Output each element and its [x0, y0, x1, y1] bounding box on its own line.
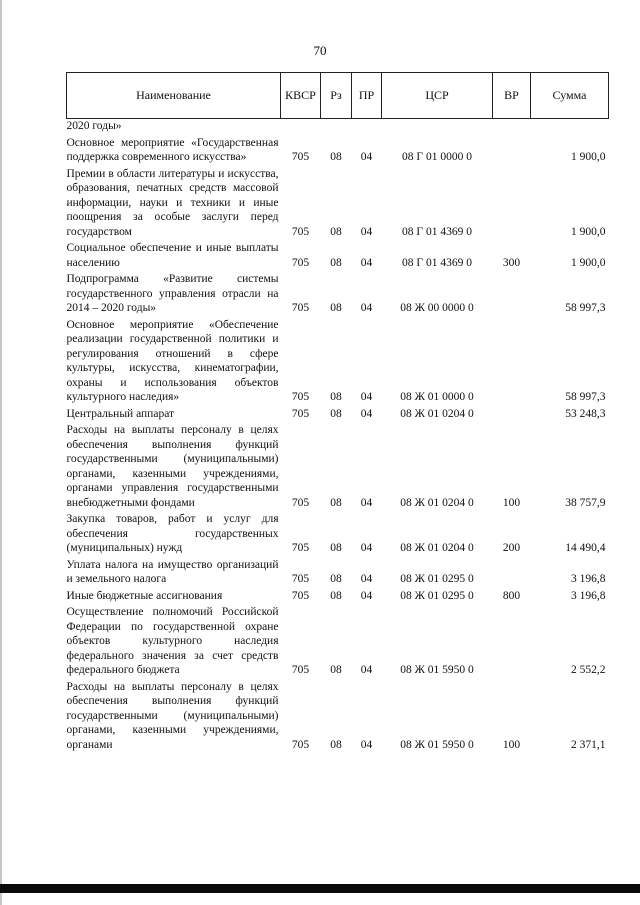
header-rz: Рз: [321, 73, 352, 119]
cell-vr: 100: [502, 496, 521, 509]
scan-edge: [0, 0, 2, 905]
cell-vr: 200: [502, 542, 521, 554]
header-pr: ПР: [352, 73, 382, 119]
cell-name: Иные бюджетные ассигнования: [66, 589, 223, 602]
cell-name: Осуществление полномочий Российской Федерации по государственной охране объектов культурного наследия федерального значения за счет средств федерального бюджета: [66, 606, 279, 676]
cell-csr: 08 Г 01 4369 0: [402, 256, 472, 269]
cell-sum: 3 196,8: [571, 573, 606, 585]
scan-bottom-bar: [0, 884, 640, 893]
cell-csr: 08 Ж 01 0204 0: [400, 407, 474, 420]
cell-rz: 08: [330, 225, 342, 238]
cell-vr: [493, 407, 531, 424]
cell-sum: 2 371,1: [571, 738, 606, 751]
header-name: Наименование: [67, 73, 281, 119]
table-row: [67, 512, 609, 558]
cell-kvsr: [281, 119, 321, 136]
cell-kvsr: 705: [291, 302, 310, 314]
cell-csr: 08 Ж 01 0204 0: [400, 496, 474, 509]
cell-name: Социальное обеспечение и иные выплаты населению: [66, 242, 279, 269]
cell-rz: 08: [330, 256, 342, 269]
cell-pr: 04: [360, 589, 373, 602]
cell-name: Уплата налога на имущество организаций и земельного налога: [66, 558, 279, 585]
table-row: [67, 423, 609, 512]
cell-kvsr: 705: [291, 407, 310, 420]
cell-name: Подпрограмма «Развитие системы государственного управления отрасли на 2014 – 2020 годы»: [66, 273, 279, 314]
cell-pr: 04: [360, 225, 373, 238]
cell-csr: 08 Ж 01 0000 0: [400, 391, 474, 403]
header-csr: ЦСР: [382, 73, 493, 119]
cell-name: Расходы на выплаты персоналу в целях обеспечения выполнения функций государственными (муниципальными) органами, казенными учреждениями, органами управления государственными внебюджетными фондами: [66, 424, 279, 509]
table-row: [67, 605, 609, 680]
table-header: [67, 73, 609, 119]
table-row: [67, 680, 609, 755]
cell-kvsr: 705: [291, 589, 310, 602]
cell-rz: 08: [330, 542, 342, 554]
cell-sum: 14 490,4: [565, 542, 606, 554]
cell-csr: 08 Ж 01 5950 0: [400, 738, 474, 751]
cell-sum: 58 997,3: [565, 391, 606, 403]
cell-csr: 08 Ж 01 0295 0: [400, 589, 474, 602]
cell-kvsr: 705: [291, 391, 310, 403]
table-body: [67, 119, 609, 755]
cell-vr: 100: [502, 738, 521, 751]
cell-pr: 04: [360, 738, 373, 751]
cell-name: Премии в области литературы и искусства, образования, печатных средств массовой информации, науки и техники и иные поощрения за особые заслуги перед государством: [66, 167, 279, 238]
cell-rz: 08: [330, 589, 342, 602]
cell-name: Расходы на выплаты персоналу в целях обеспечения выполнения функций государственными (муниципальными) органами, казенными учреждениями, органами: [66, 680, 279, 751]
cell-vr: [493, 605, 531, 680]
cell-vr: [493, 136, 531, 167]
cell-csr: 08 Ж 01 5950 0: [400, 664, 474, 676]
budget-table: [66, 72, 609, 754]
cell-name: 2020 годы»: [66, 120, 122, 132]
cell-rz: 08: [330, 407, 342, 420]
header-kvsr: КВСР: [281, 73, 321, 119]
cell-rz: 08: [330, 302, 342, 314]
cell-name: Основное мероприятие «Обеспечение реализации государственной политики и регулирования отношений в сфере культуры, искусства, кинематографии, охраны и использования объектов культурного наследия»: [66, 318, 279, 403]
cell-kvsr: 705: [291, 256, 310, 269]
table-row: [67, 589, 609, 606]
table-row: [67, 136, 609, 167]
cell-kvsr: 705: [291, 496, 310, 509]
table-row: [67, 407, 609, 424]
cell-csr: 08 Г 01 0000 0: [402, 151, 472, 163]
cell-sum: 1 900,0: [571, 151, 606, 163]
cell-vr: 800: [502, 589, 521, 602]
cell-kvsr: 705: [291, 664, 310, 676]
cell-sum: 3 196,8: [571, 589, 606, 602]
cell-pr: 04: [360, 496, 373, 509]
cell-sum: 53 248,3: [565, 407, 606, 420]
cell-sum: [531, 119, 609, 136]
header-vr: ВР: [493, 73, 531, 119]
cell-sum: 38 757,9: [565, 496, 606, 509]
cell-rz: 08: [330, 738, 342, 751]
cell-kvsr: 705: [291, 151, 310, 163]
cell-pr: 04: [360, 542, 373, 554]
cell-rz: 08: [330, 664, 342, 676]
cell-vr: [493, 318, 531, 407]
cell-sum: 2 552,2: [571, 664, 606, 676]
cell-sum: 58 997,3: [565, 302, 606, 314]
cell-name: Основное мероприятие «Государственная поддержка современного искусства»: [66, 136, 279, 163]
cell-vr: [493, 119, 531, 136]
cell-csr: 08 Г 01 4369 0: [402, 225, 472, 238]
cell-rz: [321, 119, 352, 136]
cell-sum: 1 900,0: [571, 225, 606, 238]
cell-vr: 300: [502, 256, 521, 269]
cell-pr: 04: [360, 151, 373, 163]
table-row: [67, 119, 609, 136]
cell-pr: [352, 119, 382, 136]
cell-csr: [382, 119, 493, 136]
cell-vr: [493, 272, 531, 318]
cell-pr: 04: [360, 407, 373, 420]
cell-kvsr: 705: [291, 738, 310, 751]
header-sum: Сумма: [531, 73, 609, 119]
cell-csr: 08 Ж 01 0204 0: [400, 542, 474, 554]
table-row: [67, 318, 609, 407]
cell-rz: 08: [330, 573, 342, 585]
cell-pr: 04: [360, 664, 373, 676]
page-number: 70: [313, 43, 327, 58]
table-row: [67, 241, 609, 272]
cell-kvsr: 705: [291, 225, 310, 238]
cell-vr: [493, 558, 531, 589]
cell-vr: [493, 167, 531, 242]
cell-kvsr: 705: [291, 542, 310, 554]
cell-name: Закупка товаров, работ и услуг для обеспечения государственных (муниципальных) нужд: [66, 513, 279, 554]
cell-rz: 08: [330, 391, 342, 403]
cell-pr: 04: [360, 302, 373, 314]
table-row: [67, 558, 609, 589]
cell-pr: 04: [360, 573, 373, 585]
cell-sum: 1 900,0: [571, 256, 606, 269]
table-row: [67, 167, 609, 242]
cell-kvsr: 705: [291, 573, 310, 585]
cell-csr: 08 Ж 00 0000 0: [400, 302, 474, 314]
table-row: [67, 272, 609, 318]
cell-pr: 04: [360, 256, 373, 269]
cell-rz: 08: [330, 151, 342, 163]
cell-rz: 08: [330, 496, 342, 509]
cell-name: Центральный аппарат: [66, 407, 175, 420]
cell-csr: 08 Ж 01 0295 0: [400, 573, 474, 585]
cell-pr: 04: [360, 391, 373, 403]
